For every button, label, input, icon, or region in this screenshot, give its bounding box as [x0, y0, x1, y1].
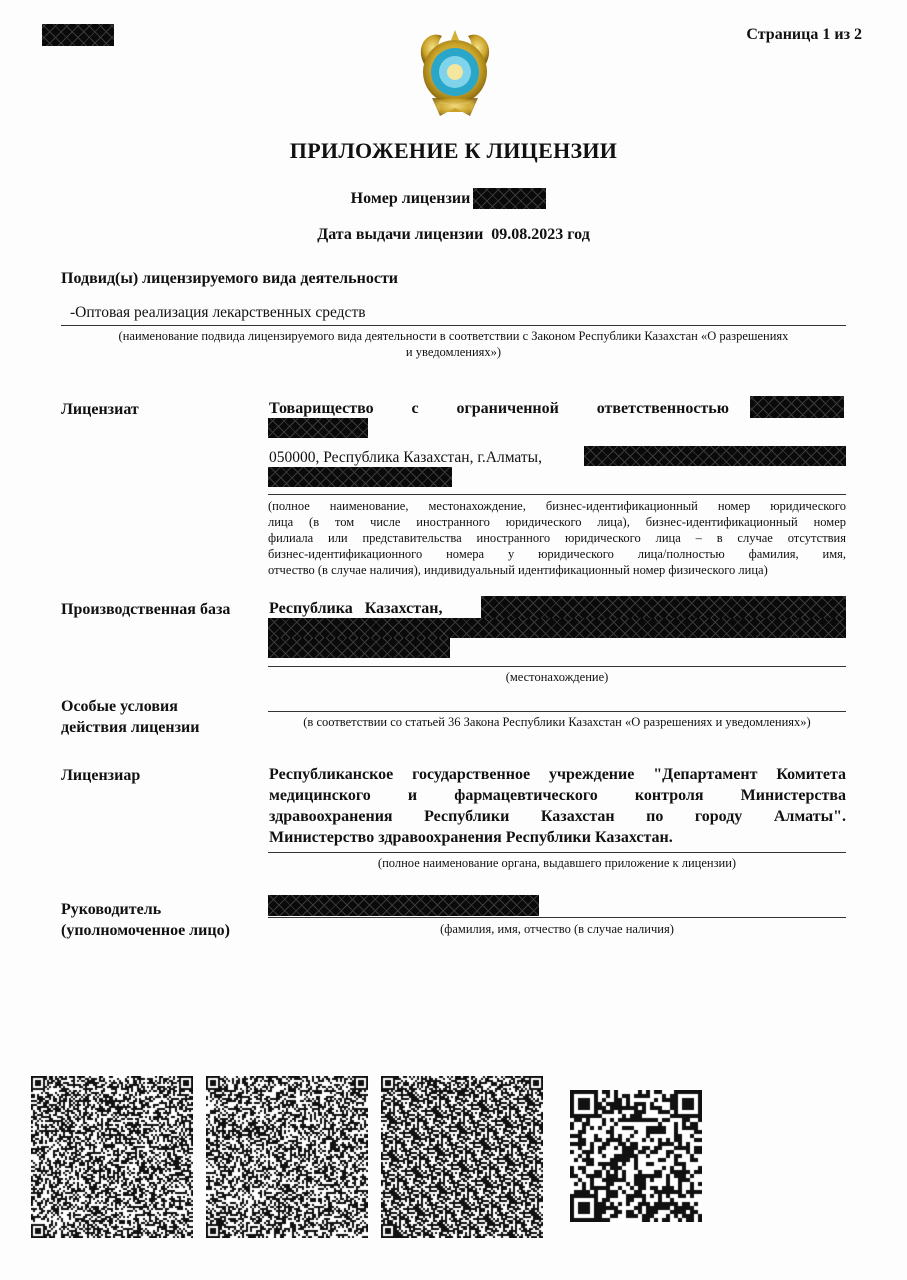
- qr-code-icon: [31, 1076, 193, 1238]
- head-note: (фамилия, имя, отчество (в случае наличия): [440, 922, 674, 936]
- licensee-note: (полное наименование, местонахождение, бизнес-идентификационный номер юридического лица (в том числе иностранного юридического лица), бизнес-идентификационный номер филиала или представительства иностранного юридического лица – в случае отсутствия бизнес-идентификационного номера у юридического лица/полностью фамилия, имя, отчество (в случае наличия), индивидуальный идентификационный номер физического лица): [268, 499, 846, 577]
- licensor-note: (полное наименование органа, выдавшего приложение к лицензии): [377, 856, 737, 870]
- licensee-address: 050000, Республика Казахстан, г.Алматы,: [269, 449, 542, 466]
- subtype-value: Оптовая реализация лекарственных средств: [75, 304, 366, 321]
- redacted-license-number: [473, 188, 546, 209]
- redacted-head-name: [268, 895, 539, 916]
- special-conditions-label: Особые условия действия лицензии: [61, 698, 200, 736]
- license-number-label: Номер лицензии: [350, 190, 471, 207]
- redacted-production-base-2: [268, 618, 846, 638]
- special-conditions-note: (в соответствии со статьей 36 Закона Республики Казахстан «О разрешениях и уведомлениях»): [303, 715, 811, 729]
- state-emblem-icon: [410, 24, 500, 124]
- redacted-production-base-3: [268, 638, 450, 658]
- head-label: Руководитель (уполномоченное лицо): [61, 901, 230, 939]
- license-number-row: [0, 190, 907, 208]
- production-base-note: (местонахождение): [505, 670, 609, 684]
- page-indicator: Страница 1 из 2: [746, 26, 862, 43]
- production-base-label: Производственная база: [61, 601, 231, 618]
- redacted-licensee-name-2: [268, 418, 368, 438]
- redacted-block: [42, 24, 114, 46]
- licensor-name: Республиканское государственное учреждение "Департамент Комитета медицинского и фармацевтического контроля Министерства здравоохранения Республики Казахстан по городу Алматы". Министерство здравоохранения Республики Казахстан.: [269, 766, 846, 846]
- license-date-row: [0, 226, 907, 244]
- licensor-label: Лицензиар: [61, 767, 141, 784]
- redacted-licensee-name-1: [750, 396, 844, 418]
- license-date-label: Дата выдачи лицензии: [317, 226, 484, 243]
- page-title: ПРИЛОЖЕНИЕ К ЛИЦЕНЗИИ: [289, 138, 618, 163]
- redacted-production-base-1: [481, 596, 846, 618]
- qr-code-icon: [570, 1090, 702, 1222]
- qr-code-icon: [206, 1076, 368, 1238]
- license-date-value: 09.08.2023 год: [491, 226, 590, 243]
- subtype-label: Подвид(ы) лицензируемого вида деятельности: [61, 270, 399, 287]
- subtype-note: (наименование подвида лицензируемого вида деятельности в соответствии с Законом Республики Казахстан «О разрешениях и уведомлениях»): [118, 329, 789, 359]
- licensee-name: Товарищество с ограниченной ответственностью: [269, 400, 729, 417]
- redacted-licensee-address-1: [584, 446, 846, 466]
- licensee-label: Лицензиат: [61, 401, 139, 418]
- qr-code-icon: [381, 1076, 543, 1238]
- redacted-licensee-address-2: [268, 467, 452, 487]
- subtype-value-row: -Оптовая реализация лекарственных средств: [70, 304, 366, 321]
- production-base-value: Республика Казахстан,: [269, 600, 443, 617]
